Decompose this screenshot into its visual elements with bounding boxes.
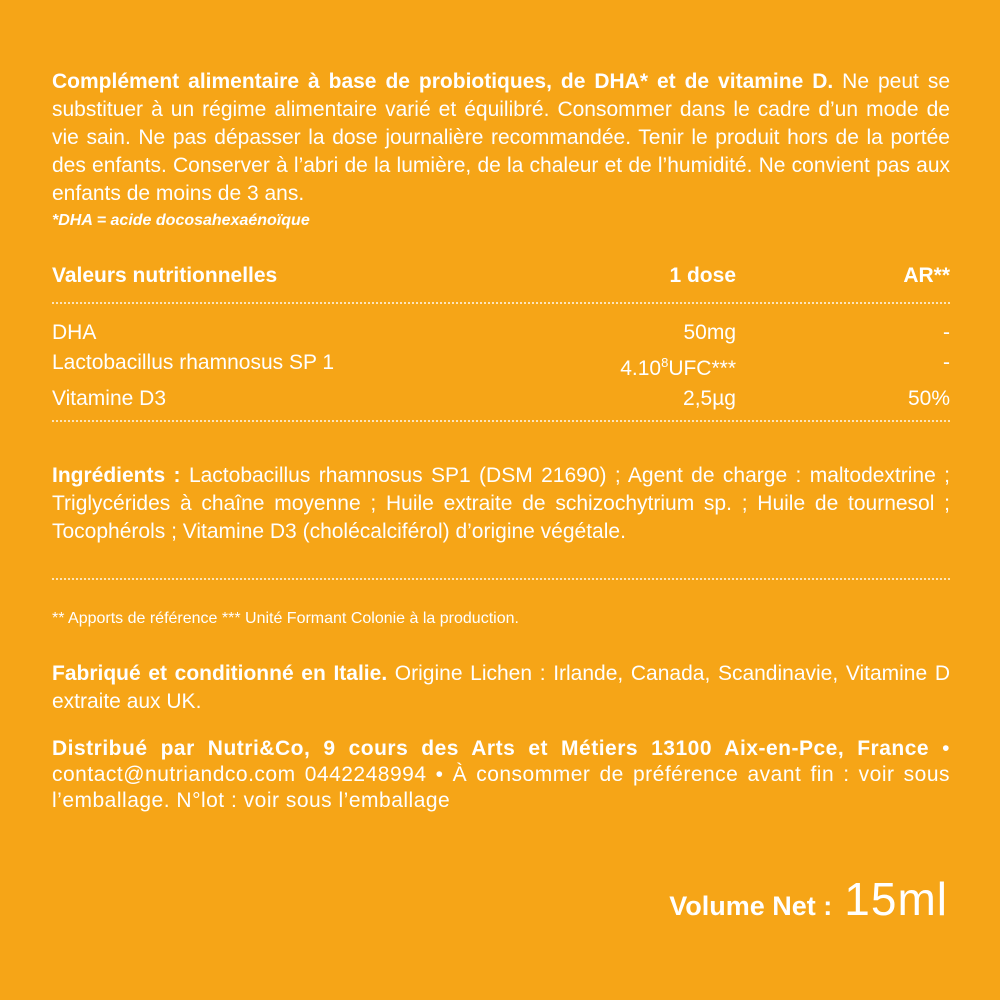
row-dose: 50mg [683,321,736,344]
row-ar: 50% [907,387,950,410]
reference-footnotes: ** Apports de référence *** Unité Formant Colonie à la production. [52,610,519,627]
row-name: Vitamine D3 [52,387,167,410]
intro-text: Ne peut se substituer à un régime alimentaire varié et équilibré. Consommer dans le cadre d’un mode de vie sain. Ne pas dépasser la dose journalière recommandée. Tenir le produit hors de la portée des enfants. Conserver à l’abri de la lumière, de la chaleur et de l’humidité. Ne convient pas aux enfants de moins de 3 ans. [52,70,950,205]
volume-label: Volume Net : [669,891,833,921]
nutrition-table-header [52,262,950,290]
distributor-text: • contact@nutriandco.com 0442248994 • À consommer de préférence avant fin : voir sous l’emballage. N°lot : voir sous l’emballage [52,737,950,812]
intro-bold: Complément alimentaire à base de probiotiques, de DHA* et de vitamine D. [52,70,834,93]
dose-base: 4.10 [620,357,662,380]
dha-footnote: *DHA = acide docosahexaénoïque [52,212,310,229]
ingredients-label: Ingrédients : [52,464,181,487]
distributor-paragraph [52,736,950,814]
net-volume [669,872,948,926]
header-nutrition: Valeurs nutritionnelles [52,264,278,287]
header-dose: 1 dose [669,264,736,287]
distributor-bold: Distribué par Nutri&Co, 9 cours des Arts et Métiers 13100 Aix-en-Pce, France [52,737,930,760]
origin-text: Origine Lichen : Irlande, Canada, Scandinavie, Vitamine D extraite aux UK. [52,662,950,713]
nutrition-table-body [52,318,950,414]
label-text-block [52,68,950,835]
dose-exponent: 8 [661,355,669,370]
ingredients-text: Lactobacillus rhamnosus SP1 (DSM 21690) ; Agent de charge : maltodextrine ; Triglycérides à chaîne moyenne ; Huile extraite de schizochytrium sp. ; Huile de tournesol ; Tocophérols ; Vitamine D3 (cholécalciférol) d’origine végétale. [52,464,950,543]
row-name: DHA [52,321,97,344]
row-dose: 2,5µg [683,387,736,410]
divider [52,302,950,304]
ingredients-paragraph [52,462,950,546]
row-ar: - [943,321,950,344]
divider [52,578,950,580]
divider [52,420,950,422]
intro-paragraph [52,68,950,208]
volume-value: 15ml [844,873,948,925]
row-name: Lactobacillus rhamnosus SP 1 [52,351,335,374]
row-dose [536,348,736,384]
origin-paragraph [52,660,950,716]
table-row [52,318,950,348]
dose-unit: UFC*** [668,357,736,380]
header-ar: AR** [903,264,950,287]
table-row [52,348,950,384]
table-row [52,384,950,414]
origin-bold: Fabriqué et conditionné en Italie. [52,662,388,685]
row-ar: - [943,351,950,374]
